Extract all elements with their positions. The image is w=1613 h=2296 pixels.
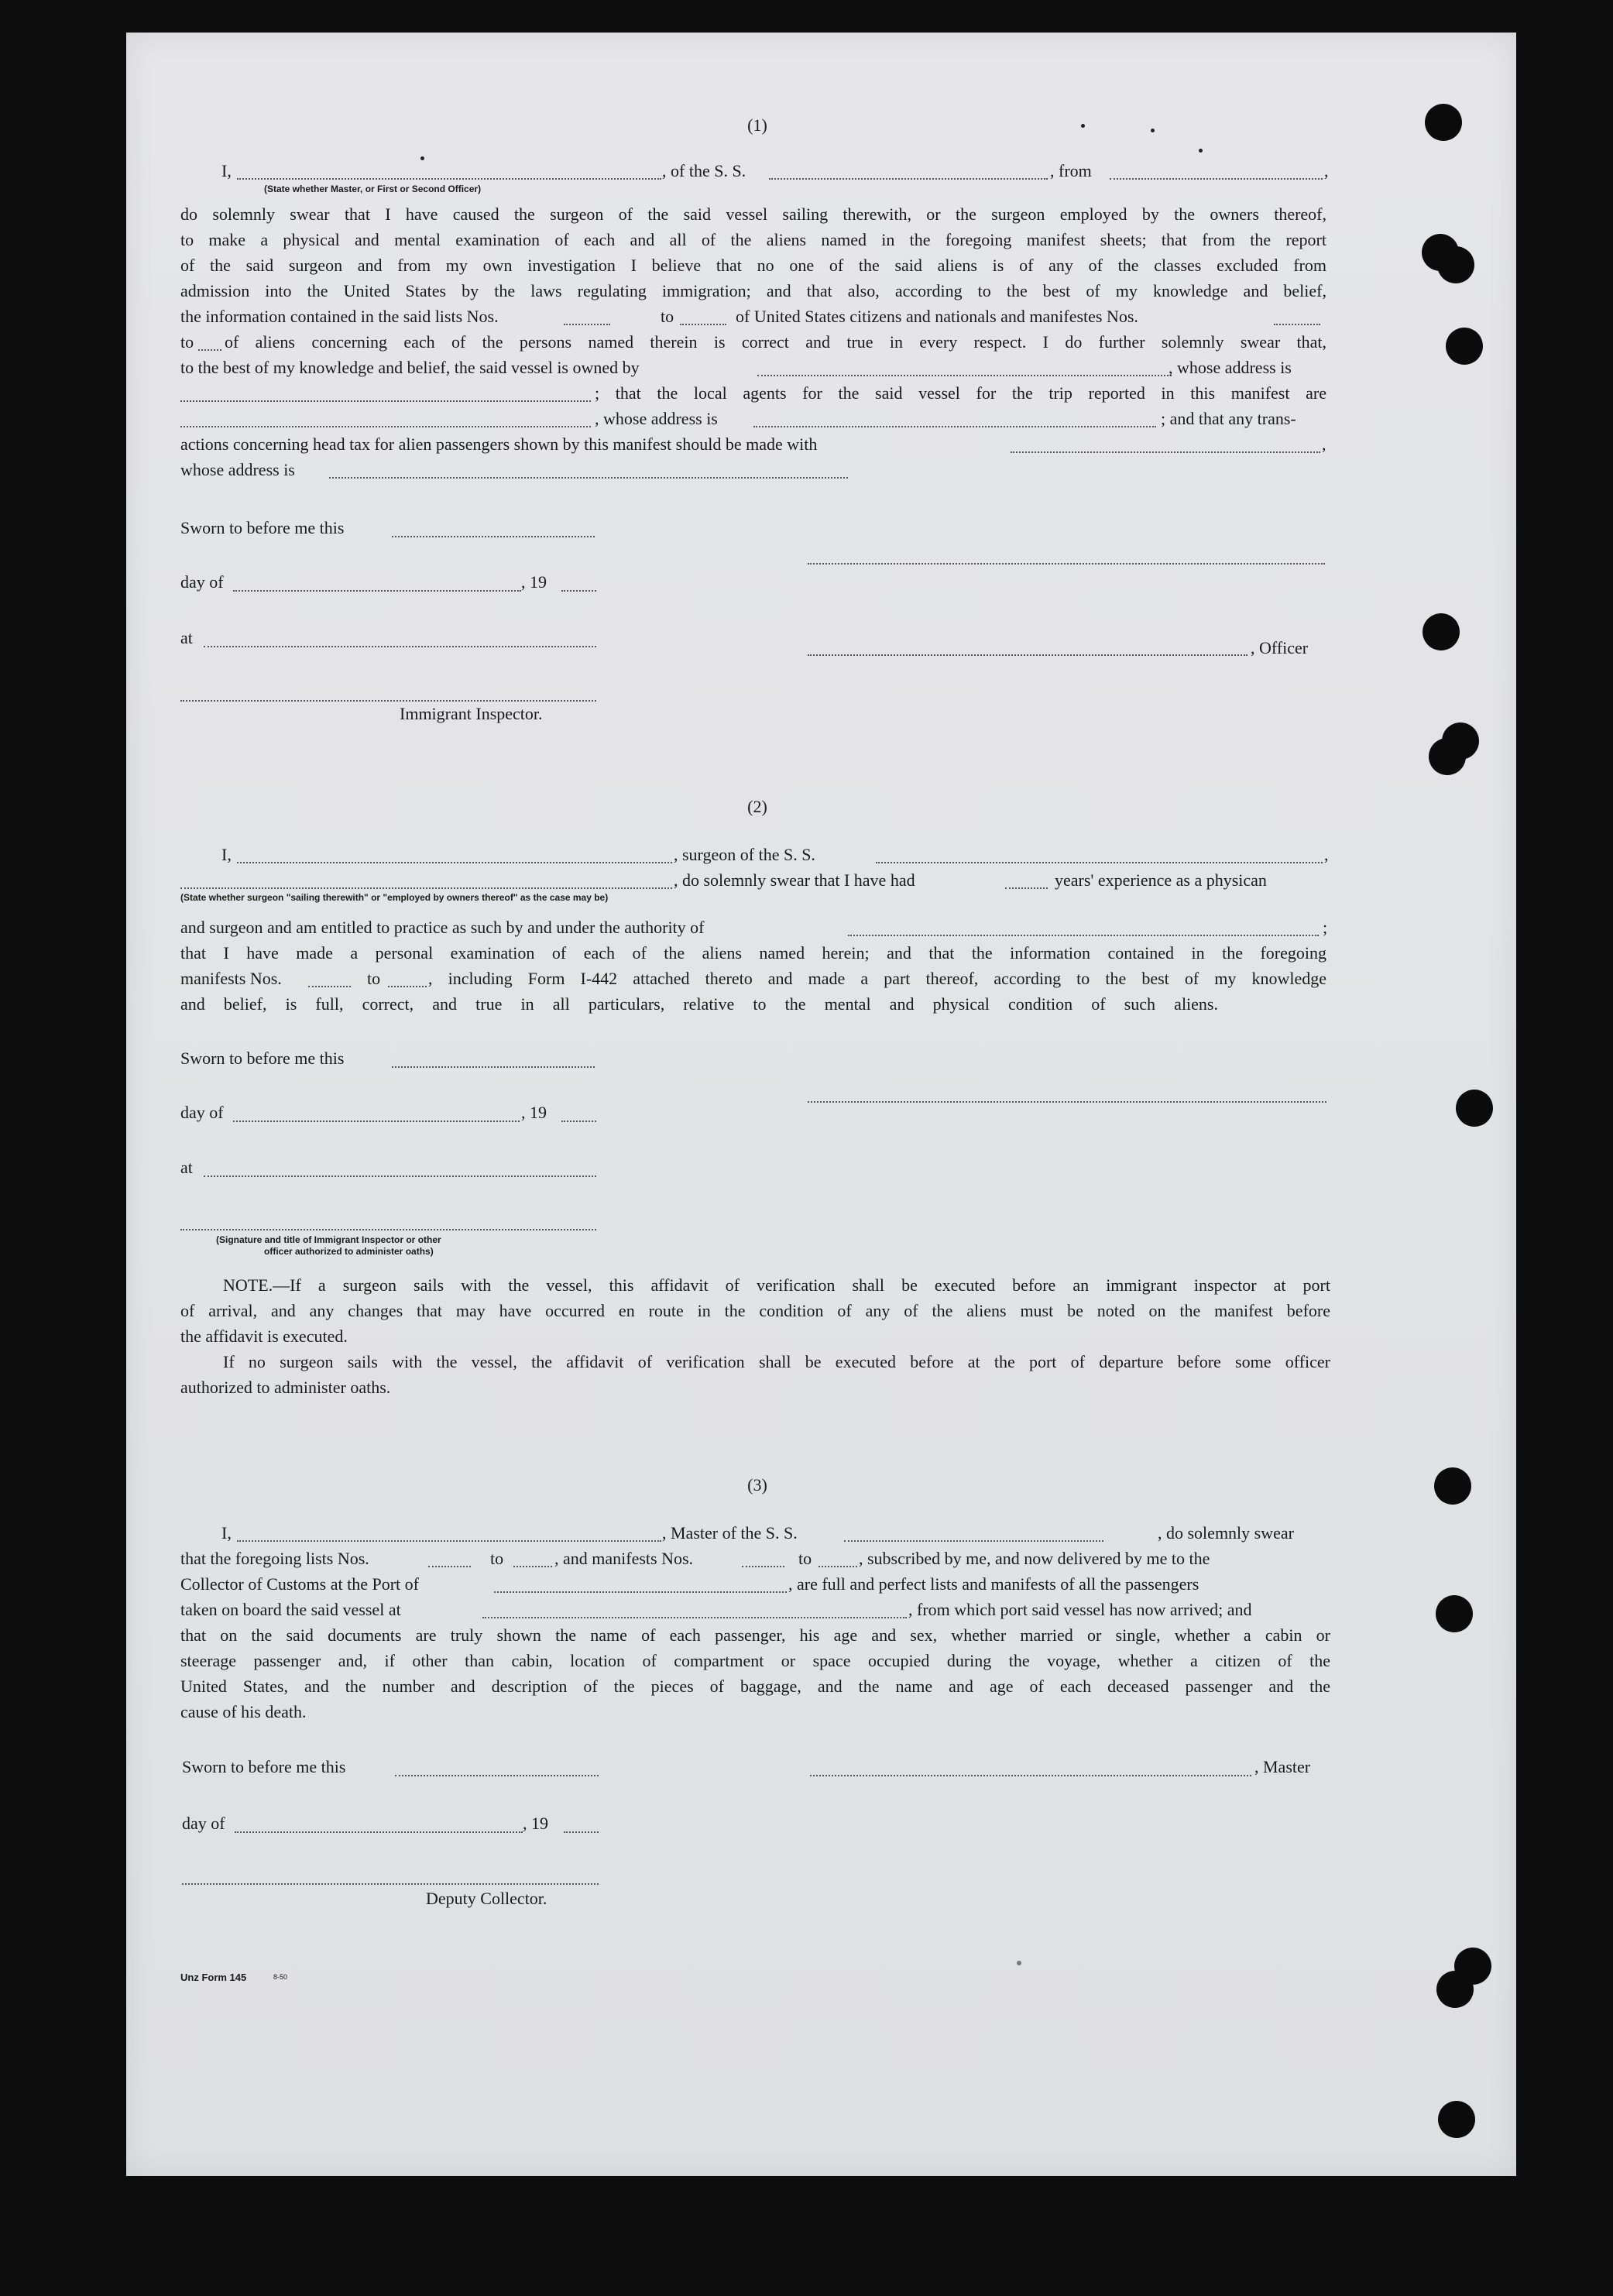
s1-line-6b: of aliens concerning each of the persons named therein is correct and true in every respect. I do further solemnly swear that,	[225, 332, 1326, 352]
binder-hole	[1434, 1467, 1471, 1505]
s2-sig-note-1: (Signature and title of Immigrant Inspector or other	[216, 1234, 441, 1245]
s1-line-1: do solemnly swear that I have caused the surgeon of the said vessel sailing therewith, or the surgeon employed by the owners thereof,	[180, 204, 1326, 224]
s1-line-5b: to	[661, 307, 674, 326]
s2-line-c-c: , including Form I-442 attached thereto and made a part thereof, according to the best of my knowledge	[428, 969, 1326, 988]
s2-line-c-b: to	[367, 969, 381, 988]
s3-sworn: Sworn to before me this	[182, 1757, 346, 1776]
s1-year-field[interactable]	[561, 590, 596, 592]
s1-i: I,	[221, 161, 232, 180]
s1-day-field[interactable]	[233, 590, 521, 592]
s2-note2-line-2: authorized to administer oaths.	[180, 1378, 391, 1397]
s2-surgeon: , surgeon of the S. S.	[674, 845, 815, 864]
s1-inspector-signature-line[interactable]	[180, 700, 596, 702]
binder-hole	[1429, 738, 1466, 775]
s1-agents-field[interactable]	[180, 426, 591, 427]
s1-manifests-to-field[interactable]	[198, 349, 221, 351]
s3-manifests-from-field[interactable]	[742, 1566, 784, 1567]
form-number: Unz Form 145	[180, 1972, 247, 1983]
s1-line-3: of the said surgeon and from my own investigation I believe that no one of the said aliens is of any of the classes excluded from	[180, 256, 1326, 275]
s3-vessel-field[interactable]	[844, 1540, 1103, 1542]
s3-line-8: cause of his death.	[180, 1702, 307, 1721]
s1-headtax-address-field[interactable]	[329, 477, 848, 479]
s1-line-9a: , whose address is	[595, 409, 718, 428]
s3-l3-b: , are full and perfect lists and manifests of all the passengers	[788, 1574, 1199, 1594]
s3-swear: , do solemnly swear	[1158, 1523, 1294, 1543]
s2-note-line-1: NOTE.—If a surgeon sails with the vessel, this affidavit of verification shall be executed before an immigrant inspector at port	[223, 1275, 1330, 1295]
s2-day-field[interactable]	[233, 1121, 520, 1122]
s2-note-line-3: the affidavit is executed.	[180, 1326, 348, 1346]
s2-vessel-field[interactable]	[876, 862, 1323, 863]
s1-at: at	[180, 628, 193, 647]
s2-sworn: Sworn to before me this	[180, 1048, 345, 1068]
section-3-number: (3)	[747, 1475, 767, 1495]
s1-day-of: day of	[180, 572, 224, 592]
s1-agents-address-field[interactable]	[753, 426, 1156, 427]
s3-lists-to-field[interactable]	[513, 1566, 552, 1567]
s3-master-signature-line[interactable]	[810, 1775, 1251, 1776]
s2-note2-line-1: If no surgeon sails with the vessel, the affidavit of verification shall be executed before at the port of departure before some officer	[223, 1352, 1330, 1371]
s3-l3-a: Collector of Customs at the Port of	[180, 1574, 419, 1594]
s2-surgeon-type-field[interactable]	[180, 887, 672, 889]
s2-year-field[interactable]	[561, 1121, 596, 1122]
s1-sworn-field[interactable]	[392, 536, 595, 537]
binder-hole	[1437, 246, 1474, 283]
s1-from: , from	[1050, 161, 1092, 180]
s2-comma: ,	[1324, 845, 1329, 864]
s2-line-d: and belief, is full, correct, and true in all particulars, relative to the mental and physical condition of such aliens.	[180, 994, 1218, 1014]
binder-hole	[1423, 613, 1460, 650]
s2-note-line-2: of arrival, and any changes that may have occurred en route in the condition of any of the aliens must be noted on the manifest before	[180, 1301, 1330, 1320]
s1-at-field[interactable]	[204, 646, 596, 647]
s1-line-6a: to	[180, 332, 194, 352]
s3-l2-d: to	[798, 1549, 812, 1568]
s3-year: , 19	[523, 1814, 548, 1833]
s2-line-b: that I have made a personal examination of each of the aliens named herein; and that the information contained in the foregoing	[180, 943, 1326, 963]
s3-master-name-field[interactable]	[237, 1540, 661, 1542]
s1-manifests-field[interactable]	[1274, 324, 1320, 325]
s3-lists-from-field[interactable]	[428, 1566, 471, 1567]
s3-day-of: day of	[182, 1814, 225, 1833]
s1-comma: ,	[1324, 161, 1329, 180]
s1-headtax-field[interactable]	[1011, 451, 1320, 453]
s1-officer-label: , Officer	[1251, 638, 1309, 657]
s2-inspector-signature-line[interactable]	[180, 1229, 596, 1230]
s3-master: , Master of the S. S.	[662, 1523, 798, 1543]
s2-signature-line[interactable]	[808, 1101, 1326, 1103]
s3-l4-b: , from which port said vessel has now arrived; and	[908, 1600, 1252, 1619]
s1-line-10a: actions concerning head tax for alien passengers shown by this manifest should be made with	[180, 434, 818, 454]
s2-manifests-to-field[interactable]	[388, 986, 427, 987]
s1-sworn: Sworn to before me this	[180, 518, 345, 537]
ink-speck	[1081, 124, 1085, 128]
s1-line-7b: , whose address is	[1169, 358, 1292, 377]
s1-signature-line[interactable]	[808, 563, 1325, 565]
binder-hole	[1425, 104, 1462, 141]
s3-line-6: steerage passenger and, if other than cabin, location of compartment or space occupied during the voyage, whether a citizen of the	[180, 1651, 1330, 1670]
ink-speck	[1017, 1961, 1021, 1965]
s1-owner-field[interactable]	[757, 375, 1172, 376]
section-2-number: (2)	[747, 797, 767, 816]
s2-line-a-end: ;	[1323, 918, 1328, 937]
document-page	[126, 33, 1516, 2176]
s1-lists-from-field[interactable]	[564, 324, 610, 325]
s2-sig-note-2: officer authorized to administer oaths)	[264, 1246, 434, 1257]
s3-collector-signature-line[interactable]	[182, 1883, 599, 1885]
s2-swear-a: , do solemnly swear that I have had	[674, 870, 915, 890]
s1-officer-signature-line[interactable]	[808, 654, 1248, 656]
binder-hole	[1436, 1595, 1473, 1632]
s1-line-4: admission into the United States by the laws regulating immigration; and that also, according to the best of my knowledge and belief,	[180, 281, 1326, 300]
ink-speck	[1199, 149, 1203, 153]
s1-owner-address-field[interactable]	[180, 400, 591, 402]
s3-l2-a: that the foregoing lists Nos.	[180, 1549, 369, 1568]
s1-line-7a: to the best of my knowledge and belief, the said vessel is owned by	[180, 358, 640, 377]
s1-year: , 19	[521, 572, 547, 592]
s1-officer-field[interactable]	[237, 178, 661, 180]
s1-inspector-label: Immigrant Inspector.	[400, 704, 543, 723]
s3-l2-c: , and manifests Nos.	[554, 1549, 694, 1568]
s2-at: at	[180, 1158, 193, 1177]
binder-hole	[1456, 1090, 1493, 1127]
s2-i: I,	[221, 845, 232, 864]
s2-surgeon-note: (State whether surgeon "sailing therewith" or "employed by owners thereof" as the case may be)	[180, 892, 609, 903]
form-date: 8-50	[273, 1973, 288, 1981]
s1-vessel-field[interactable]	[769, 178, 1048, 180]
s2-line-c-a: manifests Nos.	[180, 969, 282, 988]
s1-line-8: ; that the local agents for the said vessel for the trip reported in this manifest are	[595, 383, 1326, 403]
s3-manifests-to-field[interactable]	[819, 1566, 857, 1567]
s2-authority-field[interactable]	[848, 935, 1319, 936]
s2-day-of: day of	[180, 1103, 224, 1122]
s3-year-field[interactable]	[564, 1831, 599, 1833]
s3-day-field[interactable]	[235, 1831, 523, 1833]
s1-line-5c: of United States citizens and nationals and manifestes Nos.	[736, 307, 1138, 326]
s1-line-11: whose address is	[180, 460, 295, 479]
binder-hole	[1436, 1971, 1474, 2008]
s1-of-ss: , of the S. S.	[662, 161, 746, 180]
s2-year: , 19	[521, 1103, 547, 1122]
s3-sworn-field[interactable]	[395, 1775, 599, 1776]
binder-hole	[1446, 328, 1483, 365]
s3-boarding-port-field[interactable]	[482, 1617, 907, 1618]
s1-from-field[interactable]	[1110, 178, 1323, 180]
ink-speck	[420, 156, 424, 160]
s3-line-5: that on the said documents are truly shown the name of each passenger, his age and sex, whether married or single, whether a cabin or	[180, 1625, 1330, 1645]
s3-i: I,	[221, 1523, 232, 1543]
s1-line-10b: ,	[1322, 434, 1326, 454]
binder-hole	[1438, 2101, 1475, 2138]
s3-l2-b: to	[490, 1549, 504, 1568]
s3-port-field[interactable]	[494, 1591, 787, 1593]
s1-line-5a: the information contained in the said lists Nos.	[180, 307, 499, 326]
s1-line-2: to make a physical and mental examination of each and all of the aliens named in the foregoing manifest sheets; that from the report	[180, 230, 1326, 249]
s1-officer-note: (State whether Master, or First or Second Officer)	[264, 184, 482, 194]
s3-collector-label: Deputy Collector.	[426, 1889, 547, 1908]
s2-line-a: and surgeon and am entitled to practice as such by and under the authority of	[180, 918, 705, 937]
s2-sworn-field[interactable]	[392, 1066, 595, 1068]
s2-surgeon-name-field[interactable]	[237, 862, 672, 863]
ink-speck	[1151, 129, 1155, 132]
s3-master-label: , Master	[1254, 1757, 1311, 1776]
s3-l2-e: , subscribed by me, and now delivered by me to the	[859, 1549, 1210, 1568]
s2-years-field[interactable]	[1005, 887, 1048, 889]
s2-swear-b: years' experience as a physican	[1055, 870, 1267, 890]
s3-line-7: United States, and the number and description of the pieces of baggage, and the name and age of each deceased passenger and the	[180, 1677, 1330, 1696]
section-1-number: (1)	[747, 115, 767, 135]
s1-lists-to-field[interactable]	[680, 324, 726, 325]
s1-line-9b: ; and that any trans-	[1161, 409, 1296, 428]
s2-manifests-from-field[interactable]	[308, 986, 351, 987]
s3-l4-a: taken on board the said vessel at	[180, 1600, 401, 1619]
s2-at-field[interactable]	[204, 1175, 596, 1177]
